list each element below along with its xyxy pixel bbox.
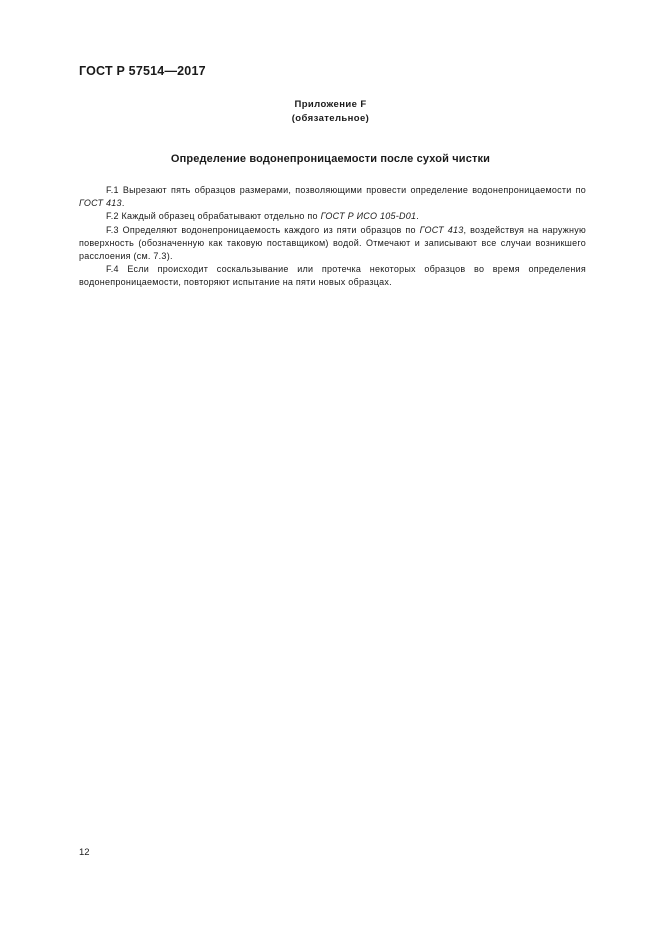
- annex-status: (обязательное): [291, 113, 370, 124]
- section-body: [79, 184, 586, 290]
- annex-title: Приложение F: [294, 99, 367, 110]
- paragraph-f2: [79, 210, 586, 223]
- paragraph-f3: [79, 224, 586, 264]
- standard-reference: ГОСТ 413: [79, 198, 122, 209]
- paragraph-number: F.4: [106, 264, 119, 275]
- standard-reference: ГОСТ Р ИСО 105-D01: [320, 211, 417, 222]
- section-title: Определение водонепроницаемости после сухой чистки: [170, 153, 491, 165]
- paragraph-text: Вырезают пять образцов размерами, позволяющими провести определение водонепроницаемости по: [118, 185, 586, 195]
- paragraph-f1: [79, 184, 586, 210]
- document-header: ГОСТ Р 57514—2017: [79, 64, 206, 78]
- paragraph-number: F.2: [106, 211, 119, 222]
- paragraph-text: Если происходит соскальзывание или протечка некоторых образцов во время определения водонепроницаемости, повторяют испытание на пяти новых образцах.: [79, 264, 586, 288]
- paragraph-number: F.3: [106, 224, 119, 235]
- page-number: 12: [79, 847, 90, 858]
- paragraph-f4: [79, 263, 586, 289]
- paragraph-text: .: [121, 198, 125, 209]
- annex-heading: [0, 98, 661, 126]
- paragraph-text: Каждый образец обрабатывают отдельно по: [118, 211, 321, 222]
- standard-reference: ГОСТ 413: [419, 224, 464, 235]
- paragraph-text: Определяют водонепроницаемость каждого из пяти образцов по: [118, 224, 420, 235]
- paragraph-number: F.1: [106, 185, 119, 195]
- paragraph-text: , воздействуя на наружную поверхность (обозначенную как таковую поставщиком) водой. Отмечают и записывают все случаи возникшего расслоения (см. 7.3).: [79, 224, 587, 262]
- paragraph-text: .: [416, 211, 419, 222]
